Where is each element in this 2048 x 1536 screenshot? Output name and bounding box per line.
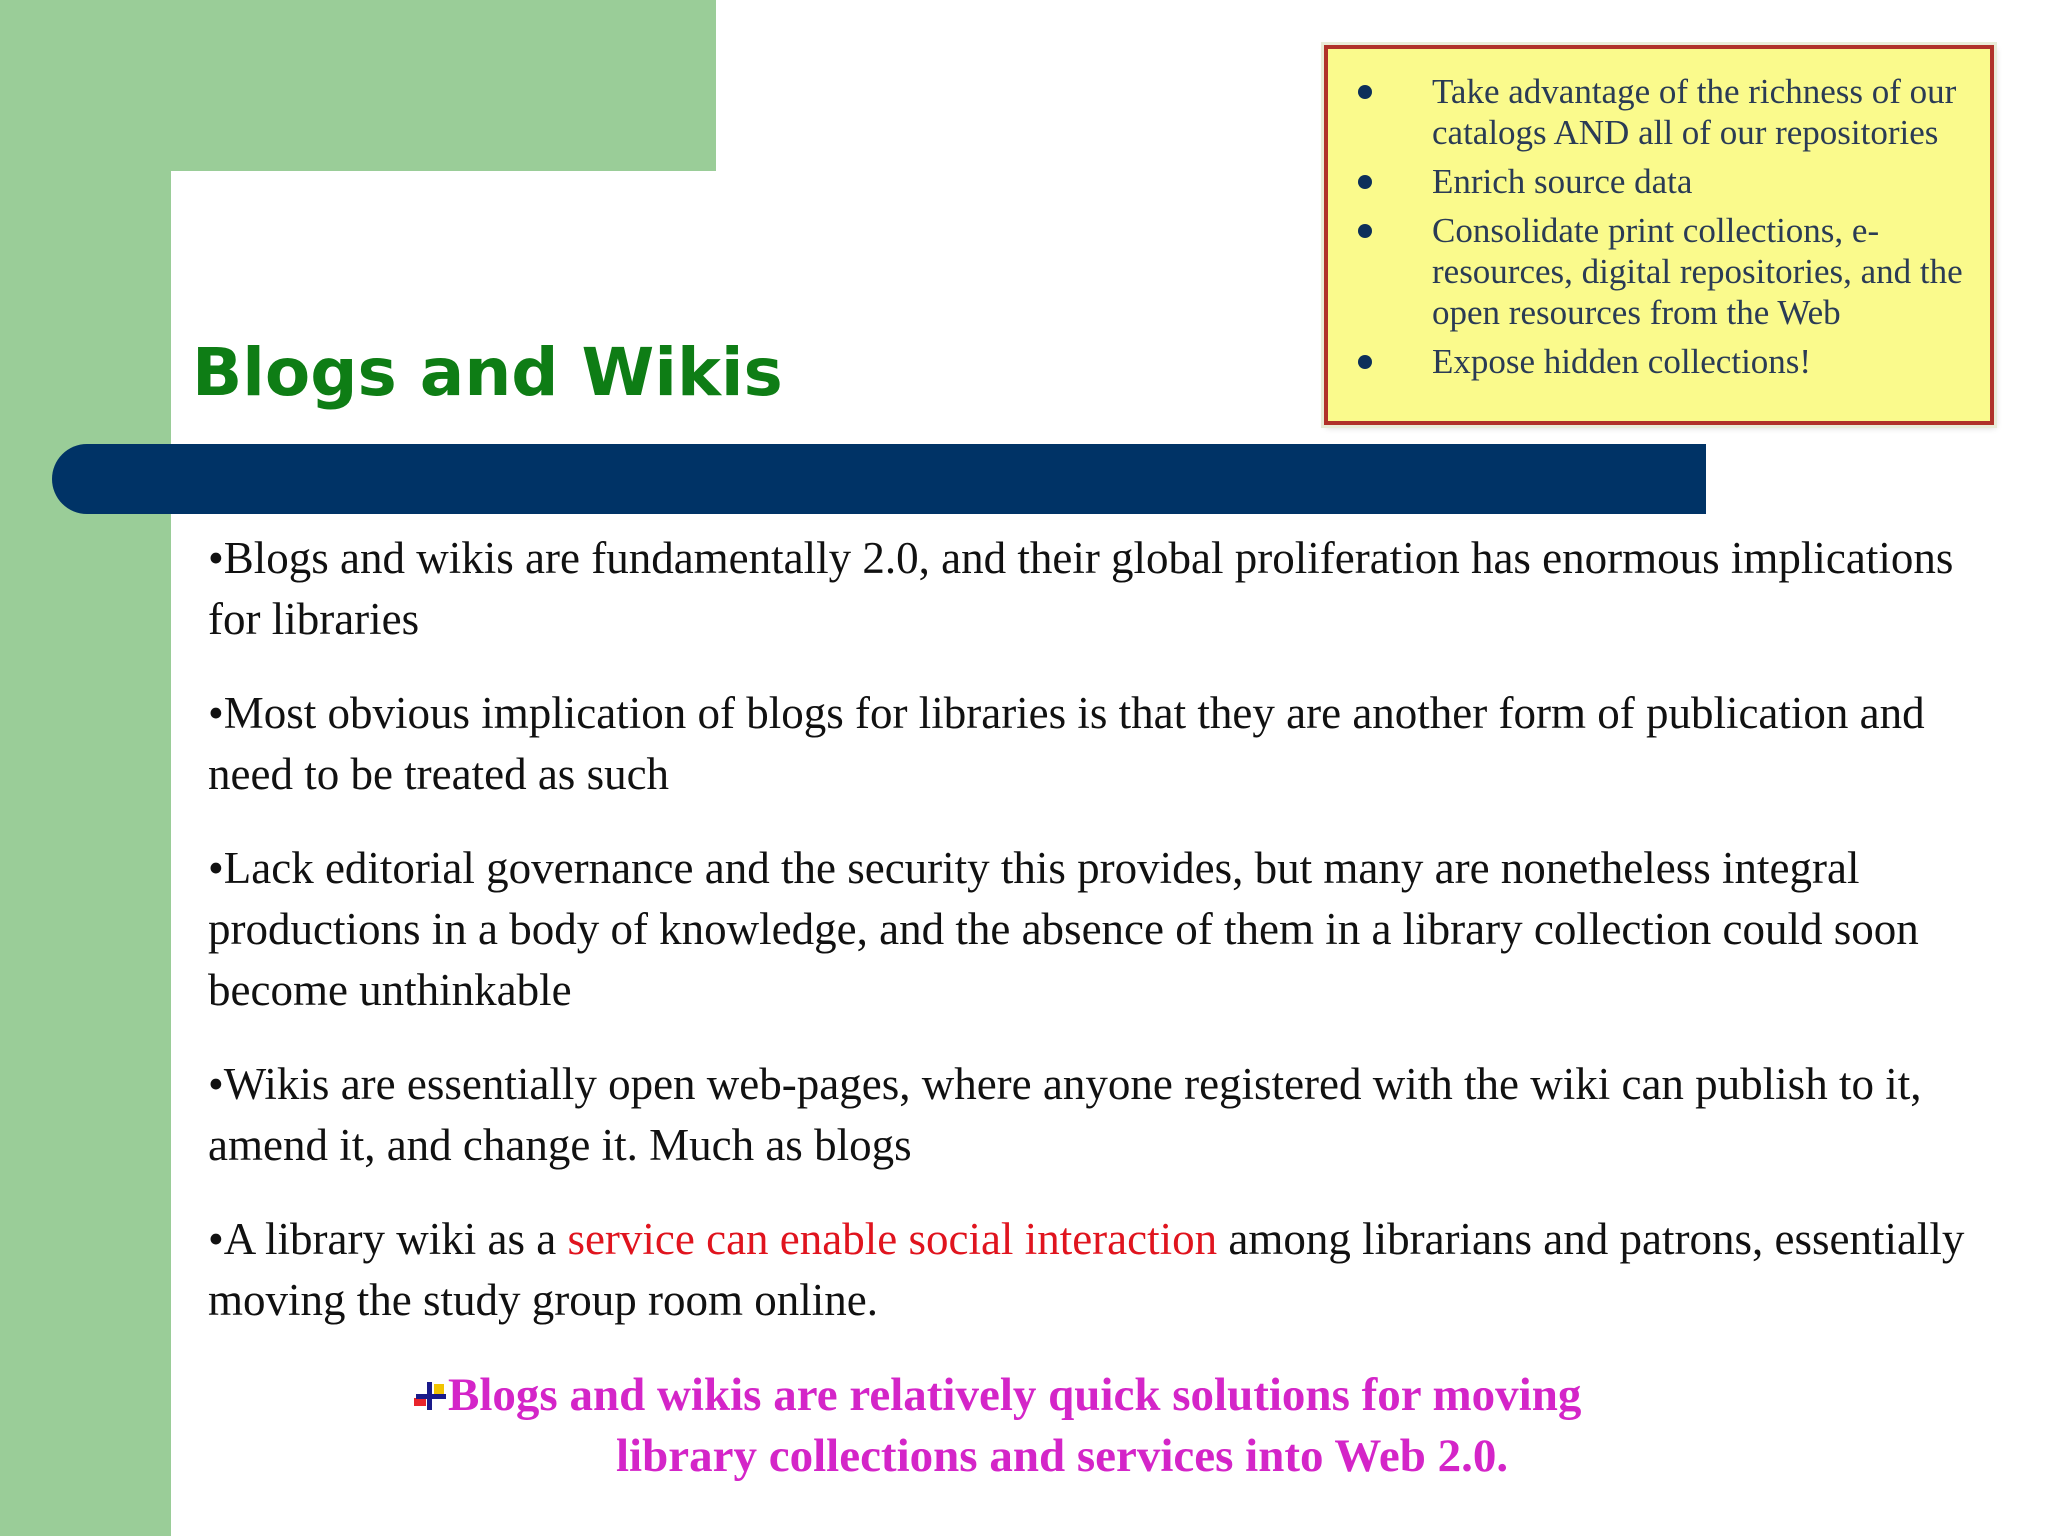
- note-item-text: Take advantage of the richness of our catalogs AND all of our repositories: [1432, 72, 1957, 152]
- note-item-text: Expose hidden collections!: [1432, 342, 1812, 381]
- note-item: [1328, 71, 1976, 153]
- closing-line-1: Blogs and wikis are relatively quick solutions for moving: [448, 1369, 1582, 1421]
- cross-bullet-icon: [412, 1378, 448, 1408]
- bullet-dot-icon: [1358, 224, 1372, 238]
- bullet-item: [208, 1209, 1998, 1331]
- note-item-text: Enrich source data: [1432, 162, 1693, 201]
- note-item: [1328, 341, 1976, 382]
- note-box: [1324, 45, 1994, 425]
- closing-statement: [412, 1365, 1812, 1487]
- closing-line-2: library collections and services into Web 2.0.: [616, 1430, 1509, 1482]
- bullet-text-end: among librarians and patrons, essentially moving the study group room online.: [208, 1214, 1965, 1325]
- bullet-dot-icon: [1358, 85, 1372, 99]
- title-divider-bar: [52, 444, 1706, 514]
- bullet-item: •Most obvious implication of blogs for libraries is that they are another form of publication and need to be treated as such: [208, 688, 1925, 799]
- bullet-dot-icon: [1358, 175, 1372, 189]
- background-green-side: [0, 0, 171, 1536]
- bullet-text-start: •A library wiki as a: [208, 1214, 568, 1264]
- bullet-item: •Wikis are essentially open web-pages, where anyone registered with the wiki can publish to it, amend it, and change it. Much as blogs: [208, 1059, 1922, 1170]
- note-list: [1328, 49, 1990, 382]
- bullet-item: •Blogs and wikis are fundamentally 2.0, and their global proliferation has enormous implications for libraries: [208, 533, 1954, 644]
- highlighted-text: service can enable social interaction: [567, 1214, 1218, 1264]
- note-item: [1328, 161, 1976, 202]
- note-item-text: Consolidate print collections, e-resources, digital repositories, and the open resources from the Web: [1432, 211, 1963, 332]
- bullet-list: [208, 528, 1998, 1364]
- bullet-item: •Lack editorial governance and the security this provides, but many are nonetheless integral productions in a body of knowledge, and the absence of them in a library collection could soon become unthinkable: [208, 843, 1919, 1015]
- bullet-dot-icon: [1358, 355, 1372, 369]
- slide-title: Blogs and Wikis: [192, 334, 783, 411]
- note-item: [1328, 210, 1976, 333]
